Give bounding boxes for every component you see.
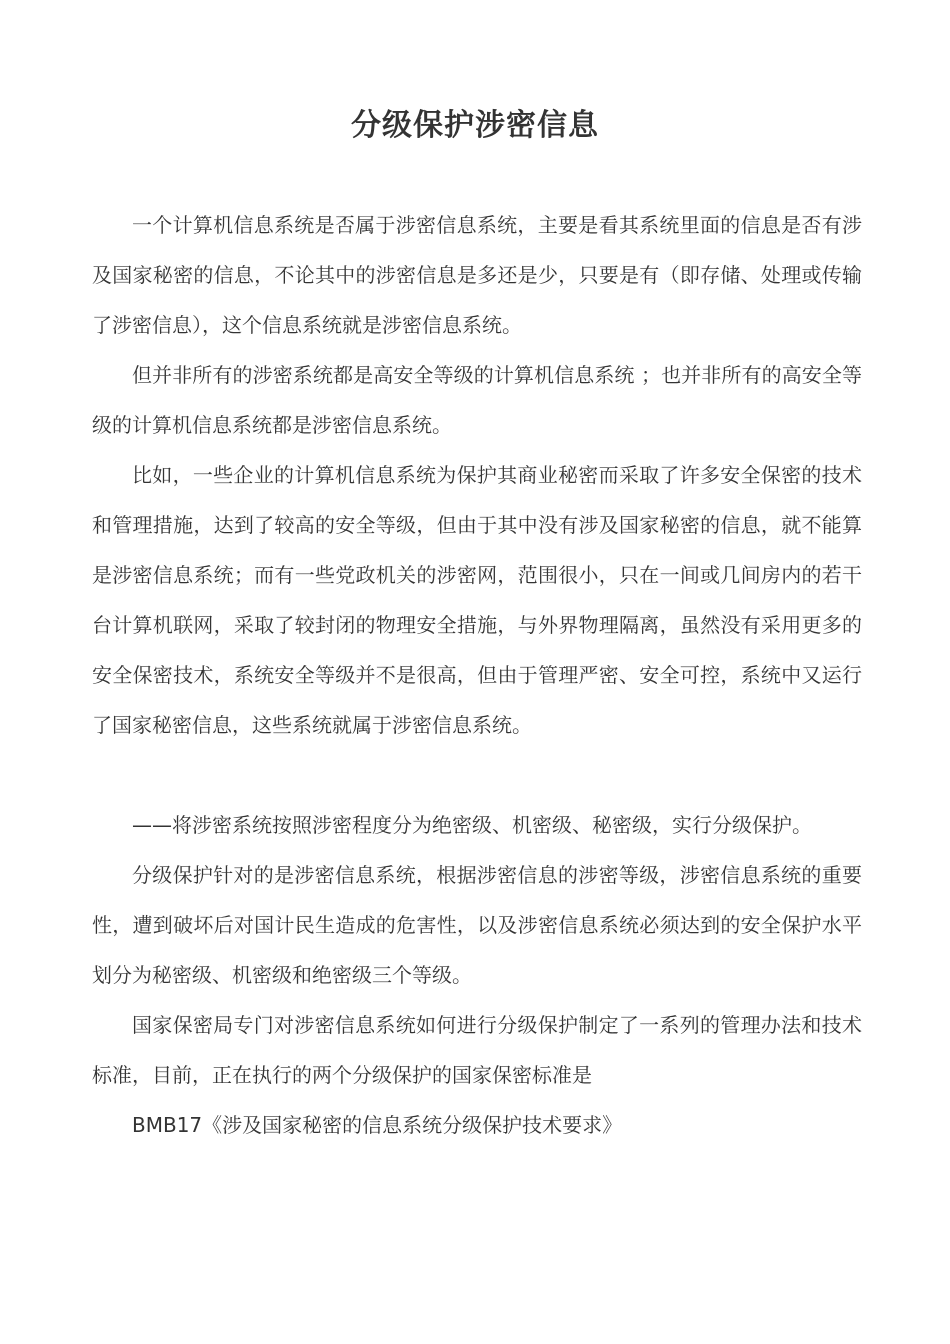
paragraph-5: 分级保护针对的是涉密信息系统，根据涉密信息的涉密等级，涉密信息系统的重要性，遭到破坏后对国计民生造成的危害性，以及涉密信息系统必须达到的安全保护水平划分为秘密级、机密级和绝密级三个等级。 <box>92 863 862 987</box>
paragraph-7: BMB17《涉及国家秘密的信息系统分级保护技术要求》 <box>132 1113 623 1137</box>
paragraph-spacer <box>92 750 862 800</box>
paragraph-4: ——将涉密系统按照涉密程度分为绝密级、机密级、秘密级，实行分级保护。 <box>132 813 812 837</box>
paragraph-2: 但并非所有的涉密系统都是高安全等级的计算机信息系统 ；也并非所有的高安全等级的计算机信息系统都是涉密信息系统。 <box>92 363 862 437</box>
paragraph-3: 比如，一些企业的计算机信息系统为保护其商业秘密而采取了许多安全保密的技术和管理措施，达到了较高的安全等级，但由于其中没有涉及国家秘密的信息，就不能算是涉密信息系统；而有一些党政机关的涉密网，范围很小，只在一间或几间房内的若干台计算机联网，采取了较封闭的物理安全措施，与外界物理隔离，虽然没有采用更多的安全保密技术，系统安全等级并不是很高，但由于管理严密、安全可控，系统中又运行了国家秘密信息，这些系统就属于涉密信息系统。 <box>92 463 862 737</box>
paragraph-6: 国家保密局专门对涉密信息系统如何进行分级保护制定了一系列的管理办法和技术标准，目前，正在执行的两个分级保护的国家保密标准是 <box>92 1013 862 1087</box>
document-title: 分级保护涉密信息 <box>351 108 599 143</box>
paragraph-1: 一个计算机信息系统是否属于涉密信息系统，主要是看其系统里面的信息是否有涉及国家秘密的信息，不论其中的涉密信息是多还是少，只要是有（即存储、处理或传输了涉密信息），这个信息系统就是涉密信息系统。 <box>92 213 862 337</box>
document-body <box>92 200 862 1150</box>
